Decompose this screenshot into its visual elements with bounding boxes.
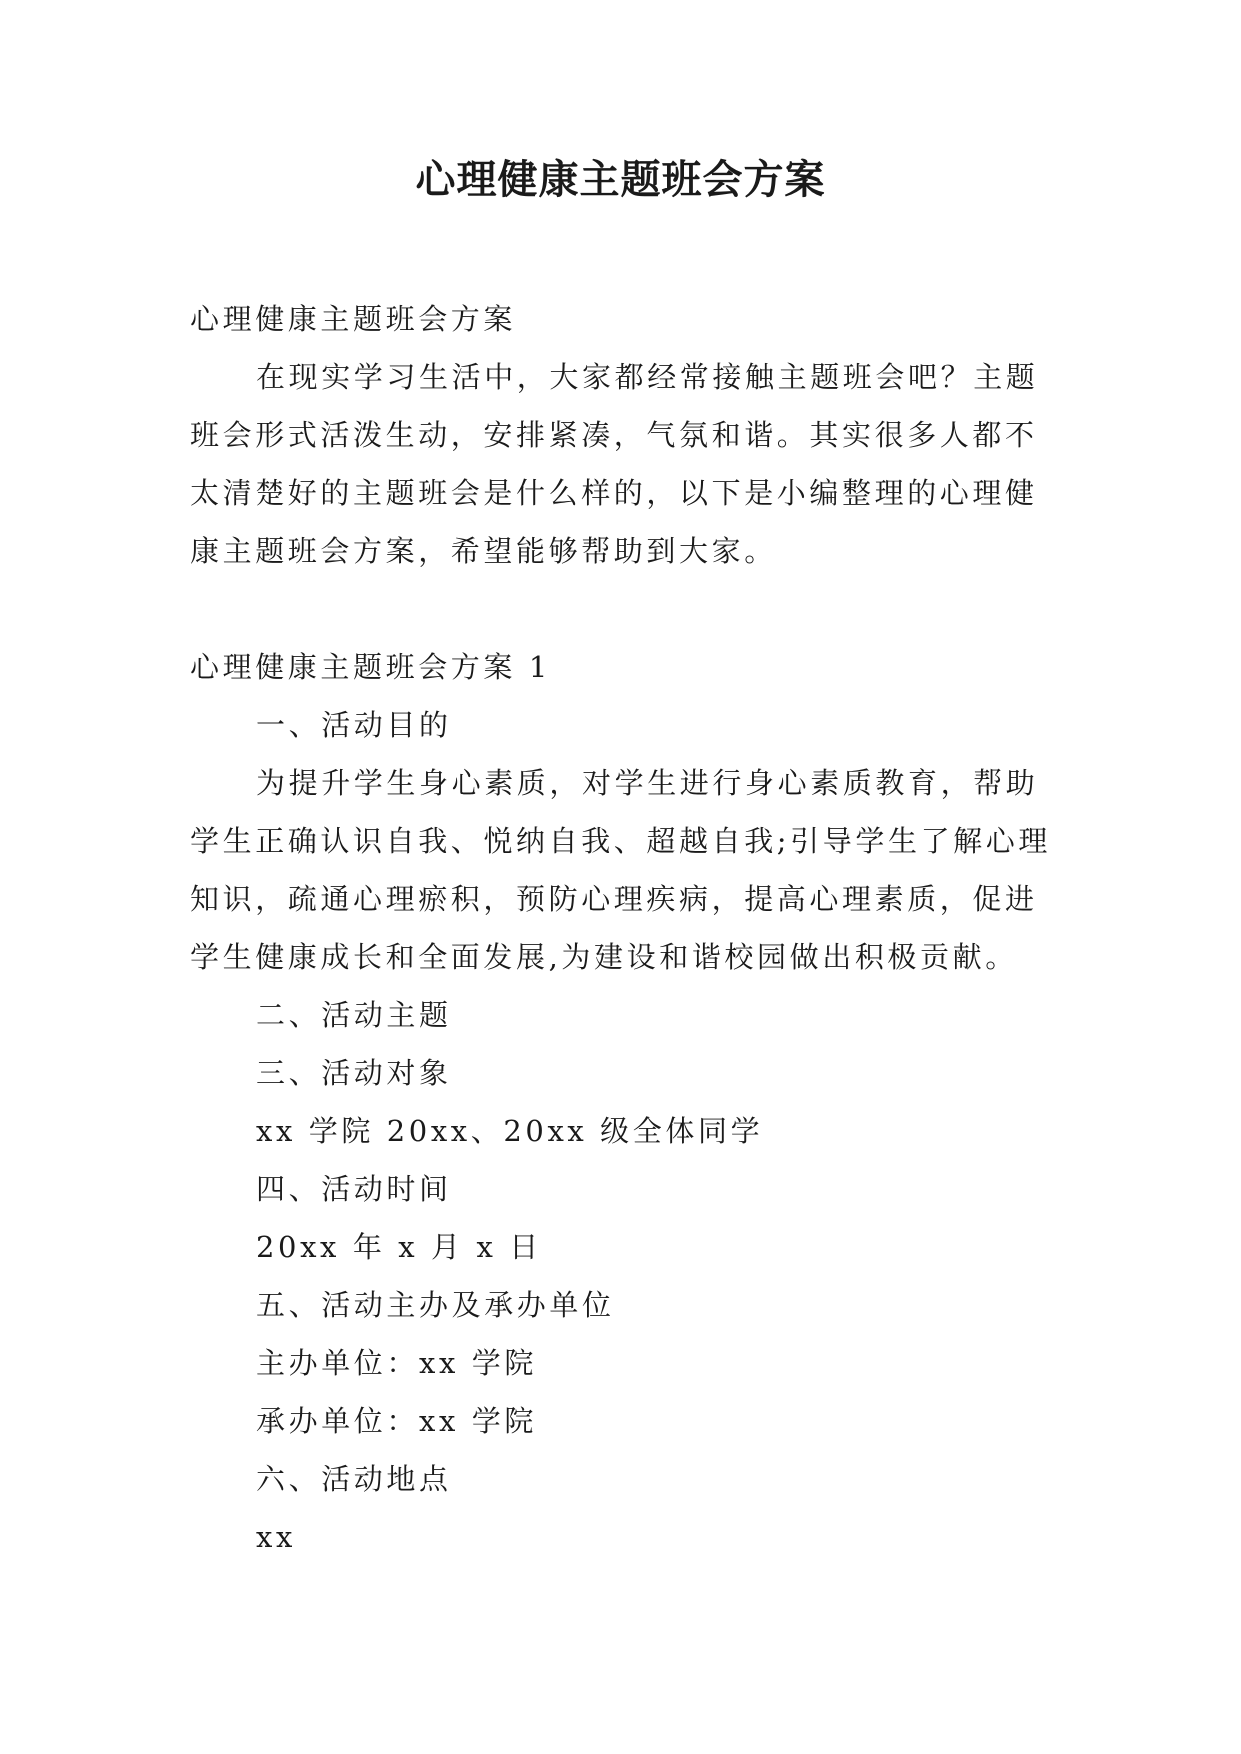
paragraph: 20xx 年 x 月 x 日 bbox=[256, 1230, 542, 1264]
paragraph: 心理健康主题班会方案 bbox=[190, 302, 517, 336]
paragraph: 二、活动主题 bbox=[256, 998, 452, 1032]
paragraph: 在现实学习生活中，大家都经常接触主题班会吧？主题班会形式活泼生动，安排紧凑，气氛和谐。其实很多人都不太清楚好的主题班会是什么样的，以下是小编整理的心理健康主题班会方案，希望能够帮助到大家。 bbox=[190, 360, 1039, 568]
paragraph: 五、活动主办及承办单位 bbox=[256, 1288, 615, 1322]
paragraph: 心理健康主题班会方案 1 bbox=[190, 650, 551, 684]
paragraph-spacer bbox=[190, 580, 1060, 638]
paragraph: 承办单位：xx 学院 bbox=[256, 1404, 537, 1438]
paragraph: 一、活动目的 bbox=[256, 708, 452, 742]
paragraph: 六、活动地点 bbox=[256, 1462, 452, 1496]
paragraph: xx 学院 20xx、20xx 级全体同学 bbox=[256, 1114, 764, 1148]
document-title: 心理健康主题班会方案 bbox=[415, 156, 826, 203]
paragraph: 三、活动对象 bbox=[256, 1056, 452, 1090]
paragraph: 为提升学生身心素质，对学生进行身心素质教育，帮助学生正确认识自我、悦纳自我、超越自我;引导学生了解心理知识，疏通心理瘀积，预防心理疾病，提高心理素质，促进学生健康成长和全面发展,为建设和谐校园做出积极贡献。 bbox=[190, 766, 1051, 974]
paragraph: xx bbox=[256, 1520, 296, 1554]
paragraph: 主办单位：xx 学院 bbox=[256, 1346, 537, 1380]
document-body bbox=[190, 290, 1060, 1566]
paragraph: 四、活动时间 bbox=[256, 1172, 452, 1206]
